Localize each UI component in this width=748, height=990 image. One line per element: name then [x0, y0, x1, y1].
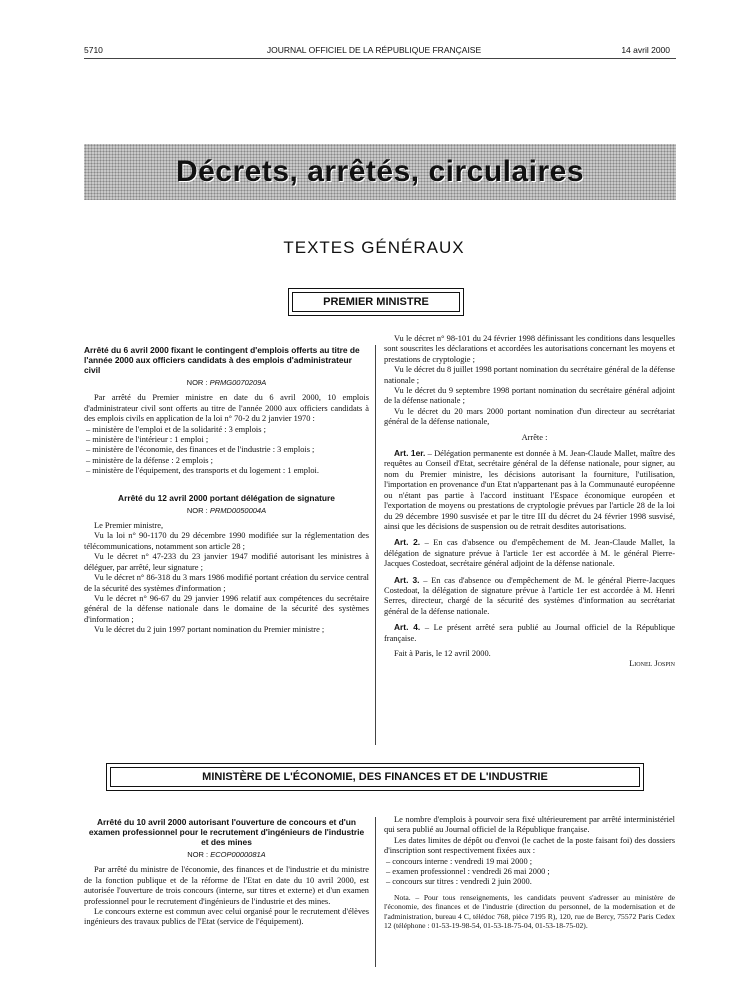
article-2: Art. 2. – En cas d'absence ou d'empêchement de M. Jean-Claude Mallet, la délégation de signature prévue à l'article 1er est accordée à M. le général Pierre-Jacques Costedoat, secrétaire général adjoint de la défense nationale.	[384, 537, 675, 569]
ministry-title: MINISTÈRE DE L'ÉCONOMIE, DES FINANCES ET DE L'INDUSTRIE	[110, 767, 640, 787]
right-column-lower	[384, 815, 675, 930]
right-column-upper	[384, 334, 675, 670]
nor-reference: NOR : PRMD0050004A	[186, 505, 267, 515]
paragraph: Le nombre d'emplois à pourvoir sera fixé ultérieurement par arrêté interministériel qui sera publié au Journal officiel de la République française.	[384, 815, 675, 835]
article-4: Art. 4. – Le présent arrêté sera publié au Journal officiel de la République française.	[384, 622, 675, 643]
ministry-title: PREMIER MINISTRE	[292, 292, 460, 312]
list-item: – concours interne : vendredi 19 mai 2000 ;	[386, 856, 533, 866]
nor-reference: NOR : PRMG0070209A	[186, 378, 267, 387]
paragraph: Vu le décret n° 47-233 du 23 janvier 1947 modifié autorisant les ministres à déléguer, par arrêté, leur signature ;	[84, 552, 369, 572]
paragraph: Vu le décret du 20 mars 2000 portant nomination d'un directeur au secrétariat général de la défense nationale,	[384, 406, 675, 427]
page-number: 5710	[84, 45, 103, 55]
paragraph: Vu la loi n° 90-1170 du 29 décembre 1990 modifiée sur la réglementation des télécommunications, notamment son article 28 ;	[84, 531, 369, 551]
paragraph: Le Premier ministre,	[94, 521, 164, 531]
section-title: TEXTES GÉNÉRAUX	[283, 238, 465, 257]
section-banner	[84, 144, 676, 200]
list-item: – ministère de la défense : 2 emplois ;	[86, 455, 213, 465]
paragraph: Par arrêté du ministre de l'économie, des finances et de l'industrie et du ministre de la fonction publique et de la réforme de l'Etat en date du 10 avril 2000, est autorisée l'ouverture de trois concours (interne, sur titres et externe) et d'un examen professionnel pour le recrutement d'ingénieurs de l'industrie et des mines.	[84, 865, 369, 906]
paragraph: Vu le décret du 8 juillet 1998 portant nomination du secrétaire général de la défense nationale ;	[384, 365, 675, 385]
nota: Nota. – Pour tous renseignements, les candidats peuvent s'adresser au ministère de l'économie, des finances et de l'industrie (direction du personnel, de la modernisation et de l'administration, bureau 4 C, télédoc 768, pièce 7195 R), 120, rue de Bercy, 75572 Paris Cedex 12 (téléphone : 01-53-19-98-54, 01-53-18-75-04, 01-53-18-75-02).	[384, 892, 675, 931]
left-column-upper	[84, 345, 369, 636]
arrete-title: Arrêté du 12 avril 2000 portant délégation de signature	[118, 492, 335, 503]
list-item: – ministère de l'intérieur : 1 emploi ;	[86, 435, 209, 445]
arrete-title: Arrêté du 10 avril 2000 autorisant l'ouverture de concours et d'un examen professionnel pour le recrutement d'ingénieurs de l'industrie et des mines	[88, 817, 365, 847]
list-item: – ministère de l'économie, des finances et de l'industrie : 3 emplois ;	[86, 445, 315, 455]
list-item: – concours sur titres : vendredi 2 juin 2000.	[386, 877, 532, 887]
signature: Lionel Jospin	[629, 659, 675, 669]
article-1: Art. 1er. – Délégation permanente est donnée à M. Jean-Claude Mallet, maître des requêtes au Conseil d'Etat, secrétaire général de la défense nationale, pour signer, au nom du Premier ministre, les décisions autorisant la fourniture, l'utilisation, l'importation en provenance d'un Etat n'appartenant pas à la Communauté européenne ou n'étant pas partie à l'accord instituant l'Espace économique européen et l'exportation de moyens ou prestations de cryptologie prévues par l'article 28 de la loi du 29 décembre 1990 susvisée et par le titre III du décret du 24 février 1998 susvisé, ainsi que les décisions de suspension ou de retrait desdites autorisations.	[384, 448, 675, 531]
paragraph: Vu le décret n° 98-101 du 24 février 1998 définissant les conditions dans lesquelles sont souscrites les déclarations et accordées les autorisations concernant les moyens et prestations de cryptologie ;	[384, 334, 675, 364]
arrete-label: Arrête :	[521, 432, 548, 442]
left-column-lower	[84, 817, 369, 928]
article-3: Art. 3. – En cas d'absence ou d'empêchement de M. le général Pierre-Jacques Costedoat, la délégation de signature prévue à l'article 1er est accordée à M. Henri Serres, directeur, chargé de la sécurité des systèmes d'information au secrétariat général de la défense nationale.	[384, 574, 675, 616]
ministry-box	[288, 288, 464, 316]
paragraph: Le concours externe est commun avec celui organisé pour le recrutement d'élèves ingénieurs des travaux publics de l'Etat (service de l'équipement).	[84, 907, 369, 927]
arrete-intro: Par arrêté du Premier ministre en date du 6 avril 2000, 10 emplois d'administrateur civil sont offerts au titre de l'année 2000 aux officiers candidats à des emplois civils en application de la loi n° 70-2 du 2 janvier 1970 :	[84, 393, 369, 424]
column-divider	[375, 345, 376, 745]
journal-title: JOURNAL OFFICIEL DE LA RÉPUBLIQUE FRANÇAISE	[266, 45, 482, 55]
header-rule	[84, 58, 676, 59]
list-item: – ministère de l'emploi et de la solidarité : 3 emplois ;	[86, 424, 266, 434]
paragraph: Vu le décret du 2 juin 1997 portant nomination du Premier ministre ;	[94, 625, 325, 635]
list-item: – ministère de l'équipement, des transports et du logement : 1 emploi.	[86, 466, 319, 476]
nor-reference: NOR : ECOP0000081A	[187, 850, 266, 859]
ministry-box	[106, 763, 644, 791]
paragraph: Vu le décret du 9 septembre 1998 portant nomination du secrétaire général adjoint de la défense nationale ;	[384, 386, 675, 406]
paragraph: Les dates limites de dépôt ou d'envoi (le cachet de la poste faisant foi) des dossiers d'inscription sont respectivement fixées aux :	[384, 835, 675, 856]
issue-date: 14 avril 2000	[621, 45, 670, 55]
emplois-list	[84, 425, 369, 477]
column-divider	[375, 817, 376, 967]
signed-place-date: Fait à Paris, le 12 avril 2000.	[394, 648, 491, 658]
banner-title: Décrets, arrêtés, circulaires	[175, 155, 585, 188]
list-item: – examen professionnel : vendredi 26 mai 2000 ;	[386, 867, 550, 877]
paragraph: Vu le décret n° 96-67 du 29 janvier 1996 relatif aux compétences du secrétaire général de la défense nationale dans le domaine de la sécurité des systèmes d'information ;	[84, 593, 369, 624]
dates-list	[384, 857, 675, 888]
paragraph: Vu le décret n° 86-318 du 3 mars 1986 modifié portant création du service central de la sécurité des systèmes d'information ;	[84, 573, 369, 593]
arrete-title: Arrêté du 6 avril 2000 fixant le contingent d'emplois offerts au titre de l'année 2000 aux officiers candidats à des emplois d'administrateur civil	[84, 345, 360, 375]
